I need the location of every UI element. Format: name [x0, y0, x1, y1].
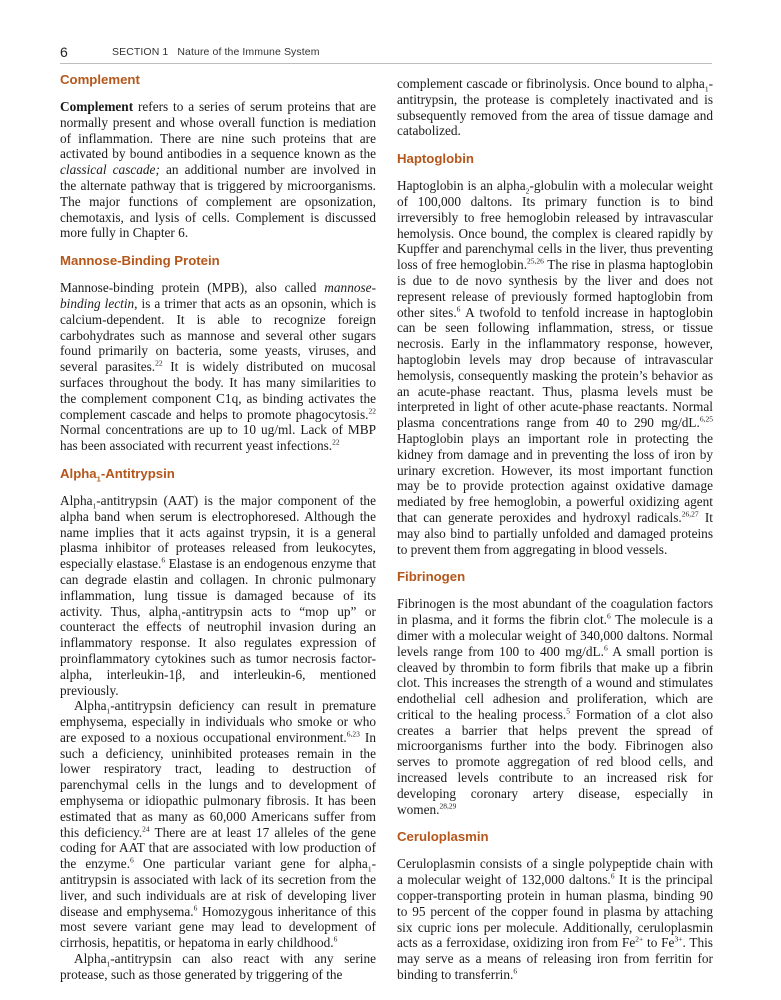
haptoglobin-paragraph: Haptoglobin is an alpha$_2$-globulin with a molecular weight of 100,000 daltons. Its primary function is to bind irreversibly to free hemoglobin released by intravascular hemolysis. Once bound, the complex is cleared rapidly by Kupffer and parenchymal cells in the liver, thus preventing loss of free hemoglobin.$^{25,26}$ The rise in plasma haptoglobin is due to de novo synthesis by the liver and does not represent release of previously formed haptoglobin from other sites.$^6$ A twofold to tenfold increase in haptoglobin can be seen following inflammation, stress, or tissue necrosis. Early in the inflammatory response, however, haptoglobin levels may drop because of intravascular hemolysis, consequently masking the protein’s behavior as an acute-phase reactant. Thus, plasma levels must be interpreted in light of other acute-phase reactants. Normal plasma concentrations range from 40 to 290 mg/dL.$^{6,25}$ Haptoglobin plays an important role in protecting the kidney from damage and in preventing the loss of iron by urinary excretion. However, its most important function may be to provide protection against oxidative damage mediated by free hemoglobin, a powerful oxidizing agent that can generate peroxides and hydroxyl radicals.$^{26,27}$ It may also bind to partially unfolded and damaged proteins to prevent them from aggregating in blood vessels. — [397, 178, 713, 557]
running-head: SECTION 1 Nature of the Immune System — [112, 46, 320, 58]
mbp-paragraph: Mannose-binding protein (MPB), also called mannose-binding lectin, is a trimer that acts as an opsonin, which is calcium-dependent. It is able to recognize foreign carbohydrates such as mannose and several other sugars found primarily on bacteria, some yeasts, viruses, and several parasites.$^{22}$ It is widely distributed on mucosal surfaces throughout the body. It has many similarities to the complement component C1q, as binding activates the complement cascade and helps to promote phagocytosis.$^{22}$ Normal concentrations are up to 10 ug/ml. Lack of MBP has been associated with recurrent yeast infections.$^{22}$ — [60, 280, 376, 454]
complement-heading: Complement — [60, 72, 140, 87]
haptoglobin-heading: Haptoglobin — [397, 151, 474, 167]
aat-paragraph-3: Alpha$_1$-antitrypsin can also react with any serine protease, such as those generated by triggering of the — [60, 951, 376, 982]
right-column — [397, 76, 713, 995]
page-header — [60, 42, 712, 62]
page-number: 6 — [60, 44, 68, 60]
left-column — [60, 72, 376, 983]
fibrinogen-paragraph: Fibrinogen is the most abundant of the coagulation factors in plasma, and it forms the fibrin clot.$^6$ The molecule is a dimer with a molecular weight of 340,000 daltons. Normal levels range from 100 to 400 mg/dL.$^6$ A small portion is cleaved by thrombin to form fibrils that make up a fibrin clot. This increases the strength of a wound and stimulates endothelial cell adhesion and proliferation, which are critical to the healing process.$^5$ Formation of a clot also creates a barrier that helps prevent the spread of microorganisms further into the body. Fibrinogen also serves to promote aggregation of red blood cells, and increased levels contribute to an increased risk for developing coronary artery disease, especially in women.$^{28,29}$ — [397, 596, 713, 817]
ceruloplasmin-paragraph: Ceruloplasmin consists of a single polypeptide chain with a molecular weight of 132,000 daltons.$^6$ It is the principal copper-transporting protein in human plasma, binding 90 to 95 percent of the copper found in plasma by attaching six cupric ions per molecule. Additionally, ceruloplasmin acts as a ferroxidase, oxidizing iron from $Fe^{2+}$ to $Fe^{3+}$. This may serve as a means of releasing iron from ferritin for binding to transferrin.$^6$ — [397, 856, 713, 983]
aat-paragraph-1: Alpha$_1$-antitrypsin (AAT) is the major component of the alpha band when serum is electrophoresed. Although the name implies that it acts against trypsin, it is a general plasma inhibitor of proteases released from leukocytes, especially elastase.$^6$ Elastase is an endogenous enzyme that can degrade elastin and collagen. In chronic pulmonary inflammation, lung tissue is damaged because of its activity. Thus, alpha$_1$-antitrypsin acts to “mop up” or counteract the effects of neutrophil invasion during an inflammatory response. It also regulates expression of proinflammatory cytokines such as tumor necrosis factor-alpha, interleukin-1β, and interleukin-6, mentioned previously. — [60, 492, 377, 698]
aat-heading: Alpha$_1$-Antitrypsin — [60, 465, 175, 484]
mbp-heading: Mannose-Binding Protein — [60, 253, 220, 269]
header-rule — [60, 63, 712, 64]
aat-paragraph-2: Alpha$_1$-antitrypsin deficiency can result in premature emphysema, especially in individuals who smoke or who are exposed to a noxious occupational environment.$^{6,23}$ In such a deficiency, uninhibited proteases remain in the lower respiratory tract, leading to destruction of parenchymal cells in the lungs and to development of emphysema or idiopathic pulmonary fibrosis. It has been estimated that as many as 60,000 Americans suffer from this deficiency.$^{24}$ There are at least 17 alleles of the gene coding for AAT that are associated with low production of the enzyme.$^6$ One particular variant gene for alpha$_1$-antitrypsin is associated with lack of its secretion from the liver, and such individuals are at risk of developing liver disease and emphysema.$^6$ Homozygous inheritance of this most severe variant gene may lead to development of cirrhosis, hepatitis, or hepatoma in early childhood.$^6$ — [60, 698, 376, 951]
ceruloplasmin-heading: Ceruloplasmin — [397, 829, 489, 845]
complement-paragraph: Complement refers to a series of serum proteins that are normally present and whose overall function is mediation of inflammation. There are nine such proteins that are activated by bound antibodies in a sequence known as the classical cascade; an additional number are involved in the alternate pathway that is triggered by microorganisms. The major functions of complement are opsonization, chemotaxis, and lysis of cells. Complement is discussed more fully in Chapter 6. — [60, 99, 376, 241]
aat-continuation-paragraph: complement cascade or fibrinolysis. Once bound to alpha$_1$-antitrypsin, the protease is completely inactivated and is subsequently removed from the area of tissue damage and catabolized. — [397, 76, 713, 139]
fibrinogen-heading: Fibrinogen — [397, 569, 466, 585]
